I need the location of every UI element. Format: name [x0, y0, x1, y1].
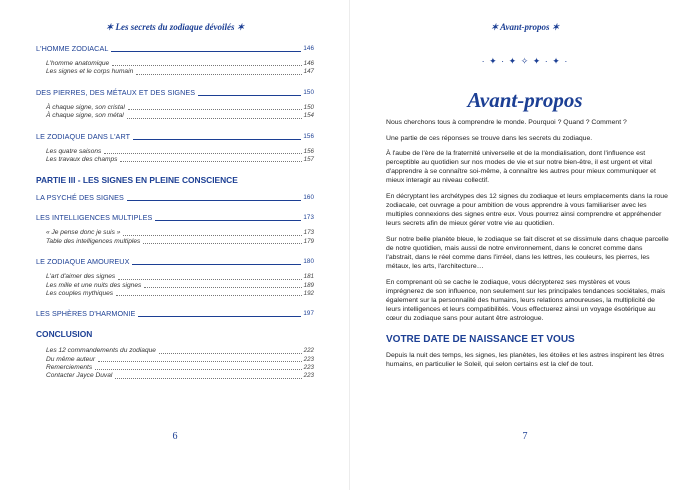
toc-page: 173 — [303, 229, 314, 237]
body-text — [386, 118, 670, 376]
toc-entry[interactable] — [46, 104, 314, 112]
running-head: ✶ Les secrets du zodiaque dévoilés ✶ — [105, 22, 245, 32]
toc-section[interactable] — [36, 88, 314, 97]
toc-entry[interactable] — [46, 290, 314, 298]
toc-page: 181 — [303, 273, 314, 281]
toc-page: 223 — [303, 364, 314, 372]
toc-page: 222 — [303, 347, 314, 355]
toc-page: 156 — [303, 132, 314, 140]
toc-section[interactable] — [36, 213, 314, 222]
right-page — [350, 0, 700, 490]
toc-entry-title: Les mille et une nuits des signes — [46, 281, 142, 289]
page-number: 7 — [522, 431, 528, 442]
toc-section-title: LE ZODIAQUE AMOUREUX — [36, 257, 130, 267]
toc-page: 189 — [303, 281, 314, 289]
page-number: 6 — [172, 431, 178, 442]
toc-page: 157 — [303, 155, 314, 163]
paragraph: À l'aube de l'ère de la fraternité universelle et de la mondialisation, dont l'influence est perceptible au quotidien sur nos modes de vie et sur notre bien-être, il est urgent et vital d'apprendre à se connaître soi-même, à connaître les autres pour mieux communiquer et mieux interagir au niveau collectif. — [386, 150, 656, 185]
section-heading: VOTRE DATE DE NAISSANCE ET VOUS — [386, 334, 575, 346]
toc-page: 147 — [303, 68, 314, 76]
toc-page: 154 — [303, 112, 314, 120]
toc-entry-title: Les signes et le corps humain — [46, 68, 134, 76]
toc-entry[interactable] — [46, 364, 314, 372]
toc-section-title: DES PIERRES, DES MÉTAUX ET DES SIGNES — [36, 87, 196, 97]
toc-section-title: L'HOMME ZODIACAL — [36, 44, 109, 53]
chapter-title: Avant-propos — [467, 88, 583, 112]
toc-page: 156 — [303, 147, 314, 155]
toc-entry-title: L'homme anatomique — [46, 59, 110, 67]
paragraph: Depuis la nuit des temps, les signes, les planètes, les étoiles et les astres inspirent les êtres humains, en particulier le Soleil, qui selon certains est la clef de tout. — [386, 352, 665, 369]
paragraph: En décryptant les archétypes des 12 signes du zodiaque et leurs emplacements dans la roue zodiacale, cet ouvrage a pour ambition de vous apprendre à vous familiariser avec les multiples connexions des signes entre eux. Vous pourrez ainsi comprendre et appréhender leurs secrets afin de mieux gérer votre vie au quotidien. — [386, 193, 668, 228]
toc-page: 192 — [303, 289, 314, 297]
toc-page: 146 — [303, 45, 314, 52]
toc-entry[interactable] — [46, 156, 314, 164]
toc-page: 146 — [303, 59, 314, 67]
toc-entry-title: À chaque signe, son cristal — [46, 103, 125, 111]
toc-entry[interactable] — [46, 148, 314, 156]
toc-entry-title: À chaque signe, son métal — [46, 112, 124, 120]
toc-entry-title: Remerciements — [46, 364, 93, 372]
toc-entry[interactable] — [46, 356, 314, 364]
star-ornament-icon: · ✦ · ✦ ✧ ✦ · ✦ · — [481, 56, 569, 66]
toc-entry[interactable] — [46, 229, 314, 237]
toc-page: 150 — [303, 103, 314, 111]
toc-entry-title: « Je pense donc je suis » — [46, 229, 121, 237]
toc-entry-title: L'art d'aimer des signes — [46, 273, 116, 281]
toc-entry-title: Les couples mythiques — [46, 289, 114, 297]
toc-entry-title: Du même auteur — [46, 355, 96, 363]
toc-section-title: LES INTELLIGENCES MULTIPLES — [36, 213, 153, 223]
toc-page: 173 — [303, 214, 314, 222]
toc-entry[interactable] — [46, 372, 314, 380]
toc-page: 179 — [303, 237, 314, 245]
paragraph: Une partie de ces réponses se trouve dans les secrets du zodiaque. — [386, 134, 593, 142]
toc-section[interactable] — [36, 193, 314, 202]
toc-part-heading[interactable]: PARTIE III - LES SIGNES EN PLEINE CONSCIENCE — [36, 175, 238, 186]
toc-entry-title: Les travaux des champs — [46, 155, 118, 163]
toc-page: 223 — [303, 355, 314, 363]
toc-entry-title: Table des intelligences multiples — [46, 237, 141, 245]
toc-entry[interactable] — [46, 60, 314, 68]
toc-section-title: LE ZODIAQUE DANS L'ART — [36, 131, 131, 141]
toc-entry-title: Les 12 commandements du zodiaque — [46, 347, 156, 355]
toc-entry[interactable] — [46, 238, 314, 246]
toc-section[interactable] — [36, 44, 314, 53]
paragraph: Nous cherchons tous à comprendre le monde. Pourquoi ? Quand ? Comment ? — [386, 119, 627, 126]
toc-entry[interactable] — [46, 347, 314, 355]
toc-entry[interactable] — [46, 112, 314, 120]
toc-entry[interactable] — [46, 282, 314, 290]
toc-section-title: LA PSYCHÉ DES SIGNES — [36, 193, 124, 203]
toc-page: 180 — [303, 258, 314, 266]
toc-entry[interactable] — [46, 273, 314, 281]
toc-entry-title: Les quatre saisons — [46, 147, 102, 155]
toc-section[interactable] — [36, 257, 314, 266]
toc-section[interactable] — [36, 132, 314, 141]
toc-page: 197 — [303, 310, 314, 318]
table-of-contents — [36, 44, 314, 381]
toc-entry[interactable] — [46, 68, 314, 76]
toc-entry-title: Contacter Jayce Duval — [46, 372, 113, 380]
running-head: ✶ Avant-propos ✶ — [490, 22, 560, 32]
toc-section[interactable] — [36, 309, 314, 318]
toc-section-title: LES SPHÈRES D'HARMONIE — [36, 309, 136, 319]
paragraph: Sur notre belle planète bleue, le zodiaque se fait discret et se dissimule dans chaque parcelle de notre quotidien, mais aussi de notre environnement, dans le concret comme dans l'abstrait, dans le réel comme dans l'irréel, dans les lettres, les couleurs, les pierres, les métaux, les arts, l'architecture… — [386, 235, 669, 271]
toc-conclusion-heading[interactable]: CONCLUSION — [36, 329, 93, 340]
toc-page: 160 — [303, 194, 314, 202]
paragraph: En comprenant où se cache le zodiaque, vous décrypterez ses mystères et vous imprégnerez de son influence, non seulement sur les principales tendances sociétales, mais également sur la personnalité des humains, leurs relations amoureuses, la multiplicité de leurs intelligences et leurs compatibilités. Vous effectuerez ainsi un voyage ésotérique au cœur du zodiaque sans pour autant être astrologue. — [386, 278, 666, 323]
toc-page: 150 — [303, 88, 314, 96]
toc-page: 223 — [303, 372, 314, 380]
